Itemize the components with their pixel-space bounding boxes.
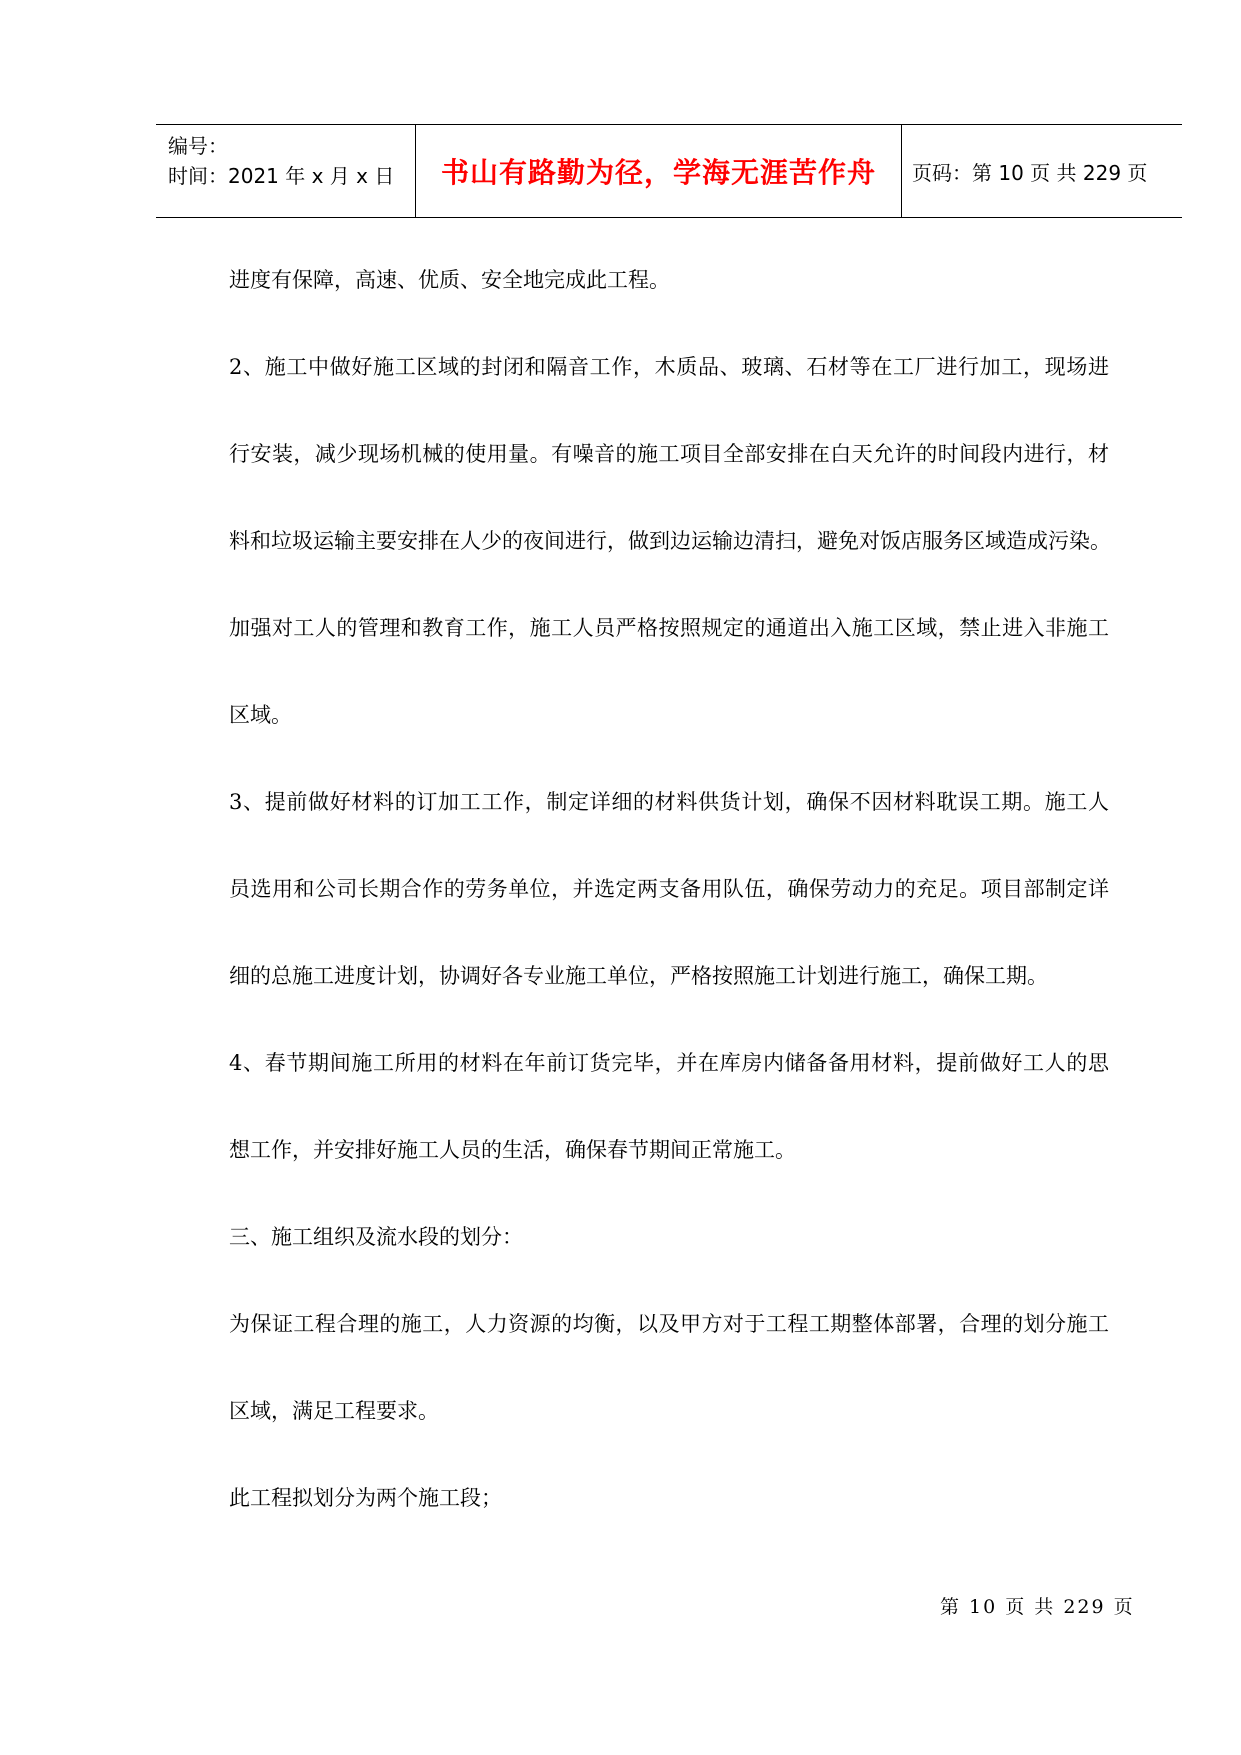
text-line: 行安装，减少现场机械的使用量。有噪音的施工项目全部安排在白天允许的时间段内进行，材 (229, 442, 1109, 466)
text-line: 料和垃圾运输主要安排在人少的夜间进行，做到边运输边清扫，避免对饭店服务区域造成污染。 (229, 529, 1111, 553)
serial-number-label: 编号： (168, 134, 228, 158)
text-line: 想工作，并安排好施工人员的生活，确保春节期间正常施工。 (229, 1138, 796, 1162)
header-page-info: 页码：第 10 页 共 229 页 (912, 160, 1148, 185)
section-heading: 三、施工组织及流水段的划分： (229, 1225, 523, 1249)
header-divider-right (901, 125, 902, 217)
date-line: 时间：2021 年 x 月 x 日 (168, 164, 395, 188)
text-line: 加强对工人的管理和教育工作，施工人员严格按照规定的通道出入施工区域，禁止进入非施工 (229, 616, 1109, 640)
text-line: 此工程拟划分为两个施工段； (229, 1486, 502, 1510)
text-line: 区域，满足工程要求。 (229, 1399, 439, 1423)
document-header (156, 124, 1182, 218)
text-line: 员选用和公司长期合作的劳务单位，并选定两支备用队伍，确保劳动力的充足。项目部制定详 (229, 877, 1109, 901)
document-body (229, 263, 1109, 1516)
text-line: 4、春节期间施工所用的材料在年前订货完毕，并在库房内储备备用材料，提前做好工人的思 (229, 1051, 1109, 1075)
page-footer: 第 10 页 共 229 页 (940, 1596, 1135, 1618)
text-line: 为保证工程合理的施工，人力资源的均衡，以及甲方对于工程工期整体部署，合理的划分施工 (229, 1312, 1109, 1336)
text-line: 3、提前做好材料的订加工工作，制定详细的材料供货计划，确保不因材料耽误工期。施工人 (229, 790, 1109, 814)
text-line: 进度有保障，高速、优质、安全地完成此工程。 (229, 268, 670, 292)
text-line: 2、施工中做好施工区域的封闭和隔音工作，木质品、玻璃、石材等在工厂进行加工，现场进 (229, 355, 1109, 379)
header-slogan: 书山有路勤为径，学海无涯苦作舟 (440, 156, 876, 189)
text-line: 区域。 (229, 703, 292, 727)
text-line: 细的总施工进度计划，协调好各专业施工单位，严格按照施工计划进行施工，确保工期。 (229, 964, 1048, 988)
